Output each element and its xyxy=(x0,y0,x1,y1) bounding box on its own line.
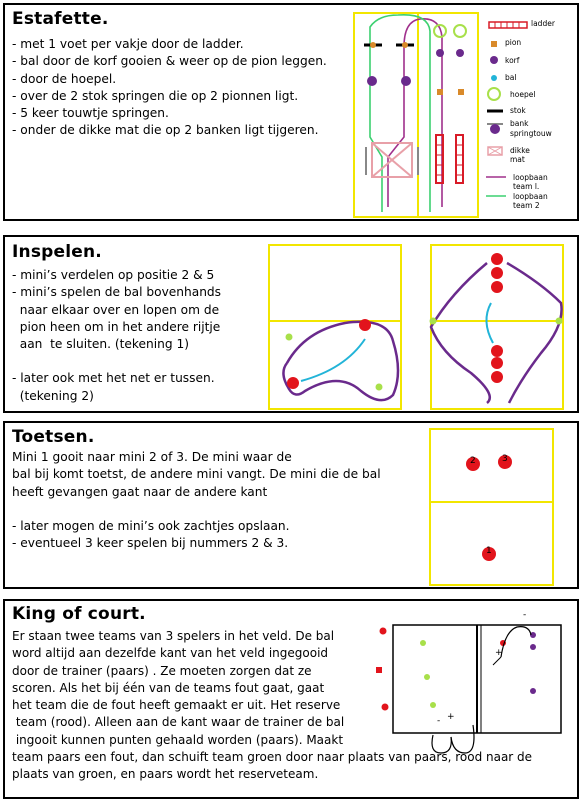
toetsen-title: Toetsen. xyxy=(12,427,95,447)
svg-text:-: - xyxy=(523,610,527,620)
inspelen-line: (tekening 2) xyxy=(12,388,94,403)
legend-stok: stok xyxy=(510,106,526,115)
legend-springtouw: springtouw xyxy=(510,129,552,138)
estafette-line: - met 1 voet per vakje door de ladder. xyxy=(12,37,244,51)
inspelen-drawing-2 xyxy=(421,243,581,415)
legend-loopbaan-1: loopbaan team l. xyxy=(513,173,548,191)
king-line: team paars een fout, dan schuift team groen door naar plaats van paars, rood naar de xyxy=(12,750,533,765)
king-line: team (rood). Alleen aan de kant waar de trainer de bal xyxy=(12,715,345,730)
toetsen-lines xyxy=(12,449,381,552)
king-line: word altijd aan dezelfde kant van het veld ingegooid xyxy=(12,646,329,661)
legend-hoepel: hoepel xyxy=(510,90,536,99)
legend-ladder: ladder xyxy=(531,19,555,28)
inspelen-drawing-1 xyxy=(265,243,415,415)
section-inspelen xyxy=(3,235,579,413)
estafette-line: - onder de dikke mat die op 2 banken ligt tijgeren. xyxy=(12,123,319,138)
inspelen-line: - mini’s verdelen op positie 2 & 5 xyxy=(12,268,215,282)
toetsen-number-1: 1 xyxy=(486,546,492,556)
estafette-line: - door de hoepel. xyxy=(12,71,117,86)
estafette-lines xyxy=(12,36,327,140)
toetsen-line: - later mogen de mini’s ook zachtjes opslaan. xyxy=(12,518,290,533)
estafette-title: Estafette. xyxy=(12,9,109,29)
svg-text:-: - xyxy=(437,716,441,726)
king-line: ingooit kunnen punten gehaald worden (paars). Maakt xyxy=(12,732,344,747)
toetsen-number-2: 2 xyxy=(470,456,476,466)
section-estafette xyxy=(3,3,579,221)
svg-text:+: + xyxy=(447,712,455,722)
king-line: scoren. Als het bij één van de teams fout gaat, gaat xyxy=(12,680,325,695)
toetsen-line: heeft gevangen gaat naar de andere kant xyxy=(12,484,268,499)
svg-text:+: + xyxy=(495,648,503,658)
king-court xyxy=(373,607,573,757)
legend-loopbaan-2: loopbaan team 2 xyxy=(513,192,548,210)
legend-pion: pion xyxy=(505,38,522,47)
toetsen-number-3: 3 xyxy=(502,454,508,464)
toetsen-line xyxy=(12,501,381,518)
toetsen-line: bal bij komt toetst, de andere mini vangt. De mini die de bal xyxy=(12,467,381,482)
section-king-of-court xyxy=(3,599,579,799)
legend-korf: korf xyxy=(505,56,520,65)
toetsen-line: Mini 1 gooit naar mini 2 of 3. De mini waar de xyxy=(12,450,292,464)
inspelen-line: naar elkaar over en lopen om de xyxy=(12,302,220,317)
king-line: Er staan twee teams van 3 spelers in het veld. De bal xyxy=(12,629,335,643)
inspelen-line xyxy=(12,353,221,370)
estafette-line: - 5 keer touwtje springen. xyxy=(12,106,169,121)
inspelen-title: Inspelen. xyxy=(12,242,102,262)
king-line: het team die de fout heeft gemaakt er uit. Het reserve xyxy=(12,698,341,713)
inspelen-line: pion heen om in het andere rijtje xyxy=(12,319,221,334)
legend-bal: bal xyxy=(505,73,517,82)
section-toetsen xyxy=(3,421,579,589)
king-line: door de trainer (paars) . Ze moeten zorgen dat ze xyxy=(12,663,312,678)
inspelen-line: aan te sluiten. (tekening 1) xyxy=(12,337,190,352)
king-line: plaats van groen, en paars wordt het reserveteam. xyxy=(12,767,319,782)
inspelen-line: - later ook met het net er tussen. xyxy=(12,371,215,386)
toetsen-court xyxy=(427,426,557,588)
king-title: King of court. xyxy=(12,604,146,624)
estafette-line: - over de 2 stok springen die op 2 pionnen ligt. xyxy=(12,88,299,103)
estafette-line: - bal door de korf gooien & weer op de pion leggen. xyxy=(12,54,327,69)
inspelen-line: - mini’s spelen de bal bovenhands xyxy=(12,285,222,300)
inspelen-lines xyxy=(12,267,221,405)
toetsen-line: - eventueel 3 keer spelen bij nummers 2 & 3. xyxy=(12,536,289,551)
legend-bank: bank xyxy=(510,119,529,128)
legend-dikke-mat: dikke mat xyxy=(510,146,530,164)
